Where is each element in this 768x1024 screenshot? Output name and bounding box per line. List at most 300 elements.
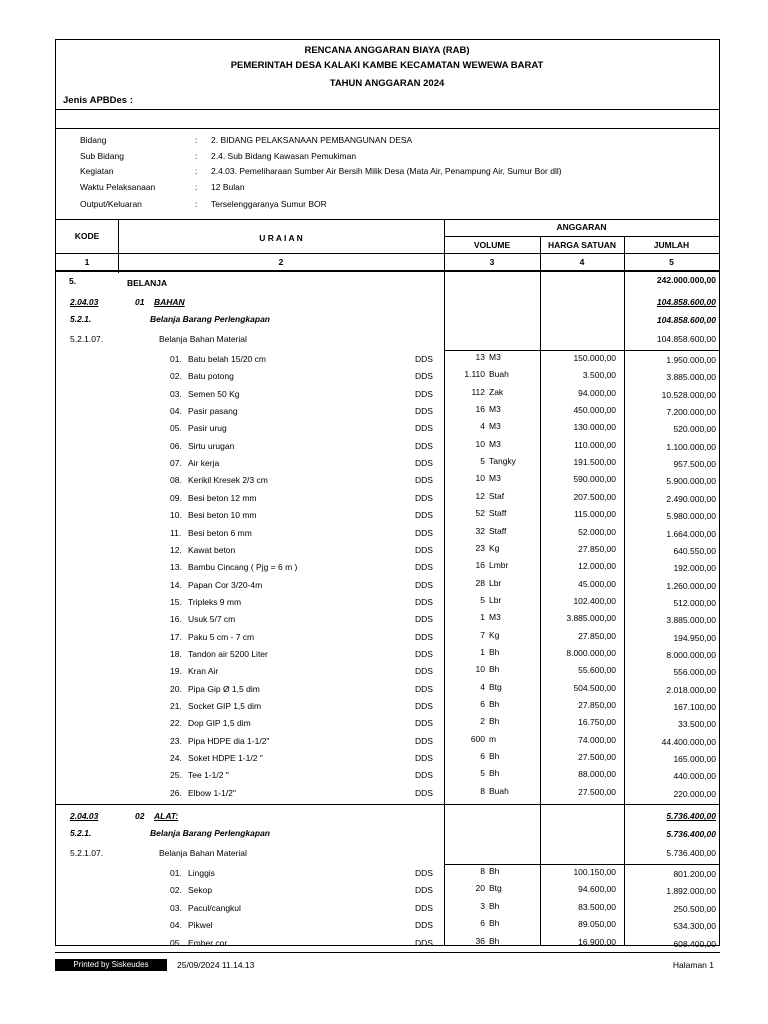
table-row [56,438,719,455]
item-price: 55.600,00 [578,665,616,676]
info-separator: : [195,151,198,161]
item-price: 100.150,00 [573,867,616,878]
table-row [56,507,719,524]
item-unit: M3 [489,612,501,623]
item-source: DDS [415,562,433,573]
item-total: 10.528.000,00 [661,389,716,400]
item-qty: 10 [475,438,485,449]
item-source: DDS [415,440,433,451]
item-qty: 7 [480,629,485,640]
item-price: 52.000,00 [578,526,616,537]
item-price: 191.500,00 [573,457,616,468]
item-name: Elbow 1-1/2" [188,787,236,798]
material-kode: 5.2.1.07. [70,848,104,859]
item-name: Socket GIP 1,5 dim [188,701,262,711]
section-name: ALAT: [154,811,179,822]
col-volume: VOLUME [473,240,511,250]
info-value: 2.4. Sub Bidang Kawasan Pemukiman [211,151,357,161]
item-number: 05. [170,423,182,434]
item-name: Pasir urug [188,423,227,434]
item-price: 3.885.000,00 [566,613,616,624]
sub-jumlah: 104.858.600,00 [656,315,716,325]
item-total: 7.200.000,00 [666,407,716,418]
item-source: DDS [415,631,433,642]
item-source: DDS [415,718,433,729]
item-unit: Btg [489,681,502,692]
item-price: 89.050,00 [578,919,616,930]
item-price: 3.500,00 [582,370,616,381]
info-separator: : [195,166,198,176]
item-name: Kawat beton [188,544,236,555]
item-number: 02. [170,371,182,382]
item-total: 512.000,00 [673,597,716,608]
item-price: 115.000,00 [574,509,616,520]
col-kode: KODE [74,231,100,241]
item-source: DDS [415,579,433,590]
doc-year: TAHUN ANGGARAN 2024 [329,78,445,89]
item-number: 05. [170,937,182,948]
section-kode: 2.04.03 [70,811,99,822]
item-name: Kerikil Kresek 2/3 cm [188,475,268,486]
item-qty: 8 [480,866,485,877]
item-total: 534.300,00 [673,921,716,932]
item-name: Besi beton 6 mm [188,527,252,538]
material-name: Belanja Bahan Material [159,334,247,344]
table-row [56,629,719,646]
table-row [56,750,719,767]
sub-jumlah: 5.736.400,00 [666,829,716,840]
item-unit: Zak [489,386,504,397]
item-name: Bambu Cincang ( Pjg = 6 m ) [188,562,298,573]
item-source: DDS [415,614,433,625]
info-label: Kegiatan [80,166,114,176]
table-row [56,455,719,472]
section-number: 02 [135,811,145,822]
item-number: 16. [170,614,182,625]
item-total: 2.018.000,00 [666,684,716,695]
item-unit: M3 [489,473,501,484]
table-row [56,935,719,952]
item-unit: Staff [489,525,507,536]
table-row [56,733,719,750]
item-price: 83.500,00 [578,901,616,912]
sub-kode: 5.2.1. [70,828,92,839]
item-number: 01. [170,354,182,364]
item-unit: M3 [489,404,501,415]
item-qty: 4 [480,421,485,432]
item-name: Dop GIP 1,5 dim [188,718,251,729]
jenis-apbdes: Jenis APBDes : [63,95,133,106]
table-row [56,882,719,899]
item-qty: 5 [480,594,485,605]
item-price: 27.500,00 [578,786,616,797]
table-row [56,386,719,403]
item-unit: Bh [489,935,500,946]
item-total: 1.892.000,00 [666,886,716,897]
table-row [56,681,719,698]
table-row [56,807,719,824]
info-value: 2.4.03. Pemeliharaan Sumber Air Bersih Milik Desa (Mata Air, Penampung Air, Sumur Bor dll) [211,166,562,176]
item-qty: 10 [475,473,485,484]
item-unit: Bh [489,646,500,657]
item-source: DDS [415,406,433,417]
item-qty: 2 [480,716,485,727]
item-total: 801.200,00 [673,869,716,880]
item-qty: 5 [480,768,485,779]
item-number: 01. [170,868,182,879]
item-number: 10. [170,510,182,521]
item-total: 556.000,00 [673,667,716,678]
item-number: 14. [170,579,182,590]
item-unit: Lbr [489,594,502,605]
item-unit: Bh [489,918,500,929]
item-name: Kran Air [188,666,219,677]
table-row [56,293,719,310]
item-price: 74.000,00 [578,734,616,745]
item-price: 27.500,00 [578,752,616,763]
item-unit: M3 [489,421,501,432]
item-number: 06. [170,440,182,451]
item-total: 194.950,00 [673,632,716,643]
item-name: Air kerja [188,458,220,469]
item-name: Pipa Gip Ø 1,5 dim [188,683,260,694]
row-divider [56,804,719,805]
item-price: 8.000.000,00 [566,647,616,658]
item-qty: 4 [480,681,485,692]
item-total: 44.400.000,00 [661,736,716,747]
row-jumlah: 242.000.000,00 [656,275,716,285]
item-name: Tee 1-1/2 " [188,770,229,781]
item-source: DDS [415,423,433,434]
item-number: 12. [170,544,182,555]
item-price: 207.500,00 [573,491,616,502]
item-price: 504.500,00 [573,682,616,693]
item-unit: Bh [489,768,500,779]
item-unit: Buah [489,369,509,380]
item-qty: 32 [475,525,485,536]
divider [56,219,719,220]
item-name: Pasir pasang [188,406,238,417]
item-qty: 10 [475,664,485,675]
item-number: 17. [170,631,182,642]
item-price: 12.000,00 [578,561,616,572]
table-row [56,917,719,934]
item-number: 25. [170,770,182,781]
info-label: Waktu Pelaksanaan [80,182,156,192]
info-value: 2. BIDANG PELAKSANAAN PEMBANGUNAN DESA [211,135,413,145]
item-price: 94.600,00 [578,884,616,895]
item-total: 1.100.000,00 [666,441,716,452]
item-total: 1.260.000,00 [666,580,716,591]
item-unit: Btg [489,883,502,894]
item-source: DDS [415,683,433,694]
table-row [56,577,719,594]
item-source: DDS [415,770,433,781]
sub-name: Belanja Barang Perlengkapan [150,314,270,324]
sub-name: Belanja Barang Perlengkapan [150,828,270,839]
item-price: 94.000,00 [578,387,616,398]
item-price: 16.900,00 [578,936,616,947]
table-row [56,865,719,882]
item-price: 27.850,00 [578,630,616,641]
info-separator: : [195,135,198,145]
item-source: DDS [415,492,433,503]
item-unit: Kg [489,542,500,553]
item-number: 23. [170,735,182,746]
item-name: Pipa HDPE dia 1-1/2" [188,735,270,746]
item-source: DDS [415,475,433,486]
item-name: Sirtu urugan [188,440,235,451]
item-unit: Bh [489,866,500,877]
doc-subtitle: PEMERINTAH DESA KALAKI KAMBE KECAMATAN WEWEWA BARAT [230,60,544,71]
item-number: 04. [170,920,182,931]
item-total: 440.000,00 [673,771,716,782]
section-kode: 2.04.03 [70,297,99,307]
item-name: Pacul/cangkul [188,902,241,913]
item-price: 102.400,00 [573,595,616,606]
item-number: 08. [170,475,182,486]
table-row [56,274,719,291]
table-row [56,490,719,507]
item-source: DDS [415,666,433,677]
table-row [56,767,719,784]
item-name: Papan Cor 3/20-4m [188,579,263,590]
item-number: 26. [170,787,182,798]
item-total: 5.900.000,00 [666,476,716,487]
item-price: 150.000,00 [573,353,616,363]
item-unit: M3 [489,352,501,362]
item-total: 250.500,00 [673,903,716,914]
row-kode: 5. [69,276,77,286]
info-label: Bidang [80,135,107,145]
sub-kode: 5.2.1. [70,314,92,324]
item-qty: 6 [480,751,485,762]
item-source: DDS [415,510,433,521]
item-qty: 5 [480,456,485,467]
item-source: DDS [415,787,433,798]
item-qty: 6 [480,918,485,929]
table-row [56,663,719,680]
item-unit: M3 [489,438,501,449]
item-source: DDS [415,371,433,382]
print-date: 25/09/2024 11.14.13 [177,960,255,970]
item-number: 18. [170,648,182,659]
item-unit: Kg [489,629,500,640]
item-unit: m [489,733,497,744]
item-number: 11. [170,527,182,538]
item-number: 22. [170,718,182,729]
divider [56,128,719,129]
info-label: Sub Bidang [80,151,124,161]
item-source: DDS [415,701,433,711]
item-name: Linggis [188,868,215,879]
item-name: Batu potong [188,371,234,382]
item-source: DDS [415,544,433,555]
item-number: 15. [170,596,182,607]
section-number: 01 [135,297,145,307]
item-total: 640.550,00 [673,545,716,556]
item-qty: 28 [475,577,485,588]
item-name: Ember cor [188,937,228,948]
table-row [56,646,719,663]
item-number: 04. [170,406,182,417]
table-row [56,351,719,368]
item-source: DDS [415,527,433,538]
item-total: 167.100,00 [673,702,716,712]
table-row [56,594,719,611]
col-num-5: 5 [669,257,674,267]
col-num-4: 4 [579,257,585,267]
item-price: 110.000,00 [574,439,616,450]
item-qty: 23 [475,542,485,553]
section-jumlah: 104.858.600,00 [656,297,716,307]
item-unit: Bh [489,751,500,762]
table-row [56,900,719,917]
table-row [56,559,719,576]
item-total: 8.000.000,00 [666,649,716,660]
item-qty: 1 [480,646,485,657]
item-unit: Bh [489,699,500,709]
col-jumlah: JUMLAH [653,240,690,250]
item-number: 24. [170,753,182,764]
section-jumlah: 5.736.400,00 [666,811,716,822]
rab-sheet [55,39,720,949]
info-value: 12 Bulan [211,182,245,192]
item-number: 13. [170,562,182,573]
item-price: 88.000,00 [578,769,616,780]
table-row [56,310,719,329]
item-qty: 3 [480,900,485,911]
col-uraian: U R A I A N [259,233,303,243]
table-row [56,329,719,350]
table-row [56,542,719,559]
item-source: DDS [415,648,433,659]
item-total: 220.000,00 [673,788,716,799]
item-source: DDS [415,458,433,469]
item-name: Usuk 5/7 cm [188,614,236,625]
item-source: DDS [415,735,433,746]
item-qty: 16 [475,404,485,415]
material-jumlah: 5.736.400,00 [666,848,716,859]
item-total: 5.980.000,00 [666,511,716,522]
item-name: Semen 50 Kg [188,388,240,399]
divider [56,109,719,110]
item-unit: Bh [489,664,500,675]
row-uraian: BELANJA [127,278,168,288]
item-price: 27.850,00 [578,543,616,554]
item-source: DDS [415,920,433,931]
item-source: DDS [415,937,433,948]
item-source: DDS [415,354,433,364]
col-num-3: 3 [489,257,495,267]
item-unit: Lbr [489,577,502,588]
item-total: 3.885.000,00 [666,615,716,626]
table-row [56,785,719,802]
item-number: 07. [170,458,182,469]
item-name: Soket HDPE 1-1/2 " [188,753,263,764]
item-source: DDS [415,753,433,764]
item-qty: 1 [480,612,485,623]
col-anggaran: ANGGARAN [556,222,607,232]
item-qty: 52 [475,508,485,519]
item-source: DDS [415,596,433,607]
item-name: Sekop [188,885,213,896]
item-number: 03. [170,902,182,913]
table-row [56,715,719,732]
item-price: 450.000,00 [573,405,616,416]
item-unit: Lmbr [489,560,509,571]
material-name: Belanja Bahan Material [159,848,247,859]
item-unit: Staff [489,508,507,519]
item-qty: 8 [480,785,485,796]
item-price: 130.000,00 [573,422,616,433]
item-qty: 13 [475,352,485,362]
item-number: 03. [170,388,182,399]
item-qty: 20 [475,883,485,894]
col-num-2: 2 [278,257,284,267]
table-row [56,472,719,489]
item-price: 16.750,00 [578,717,616,728]
item-name: Besi beton 10 mm [188,510,257,521]
col-num-1: 1 [84,257,90,267]
item-total: 2.490.000,00 [666,493,716,504]
section-name: BAHAN [154,297,185,307]
item-qty: 600 [470,733,485,744]
item-price: 27.850,00 [578,700,616,710]
item-total: 608.400,00 [673,938,716,949]
table-row [56,698,719,715]
col-harga: HARGA SATUAN [548,240,616,250]
item-number: 09. [170,492,182,503]
table-row [56,611,719,628]
item-total: 3.885.000,00 [666,372,716,383]
item-name: Besi beton 12 mm [188,492,257,503]
item-total: 165.000,00 [673,754,716,765]
table-row [56,824,719,843]
item-name: Paku 5 cm - 7 cm [188,631,255,642]
item-number: 20. [170,683,182,694]
item-name: Tandon air 5200 Liter [188,648,268,659]
item-name: Batu belah 15/20 cm [188,354,266,364]
material-jumlah: 104.858.600,00 [656,334,716,344]
item-qty: 112 [471,386,485,397]
item-total: 1.950.000,00 [666,355,716,365]
info-label: Output/Keluaran [80,199,142,209]
item-qty: 16 [475,560,485,571]
item-qty: 6 [480,699,485,709]
item-source: DDS [415,868,433,879]
table-row [56,843,719,864]
item-qty: 1.110 [464,369,485,380]
page-number: Halaman 1 [672,960,714,970]
item-total: 33.500,00 [678,719,716,730]
item-source: DDS [415,388,433,399]
item-unit: Buah [489,785,509,796]
item-qty: 36 [475,935,485,946]
info-separator: : [195,199,198,209]
item-name: Pikwel [188,920,213,931]
material-kode: 5.2.1.07. [70,334,104,344]
item-unit: Bh [489,716,500,727]
item-source: DDS [415,885,433,896]
table-row [56,368,719,385]
item-name: Tripleks 9 mm [188,596,242,607]
item-total: 1.664.000,00 [666,528,716,539]
item-number: 21. [170,701,182,711]
table-row [56,403,719,420]
item-total: 520.000,00 [673,424,716,435]
item-unit: Tangky [489,456,516,467]
